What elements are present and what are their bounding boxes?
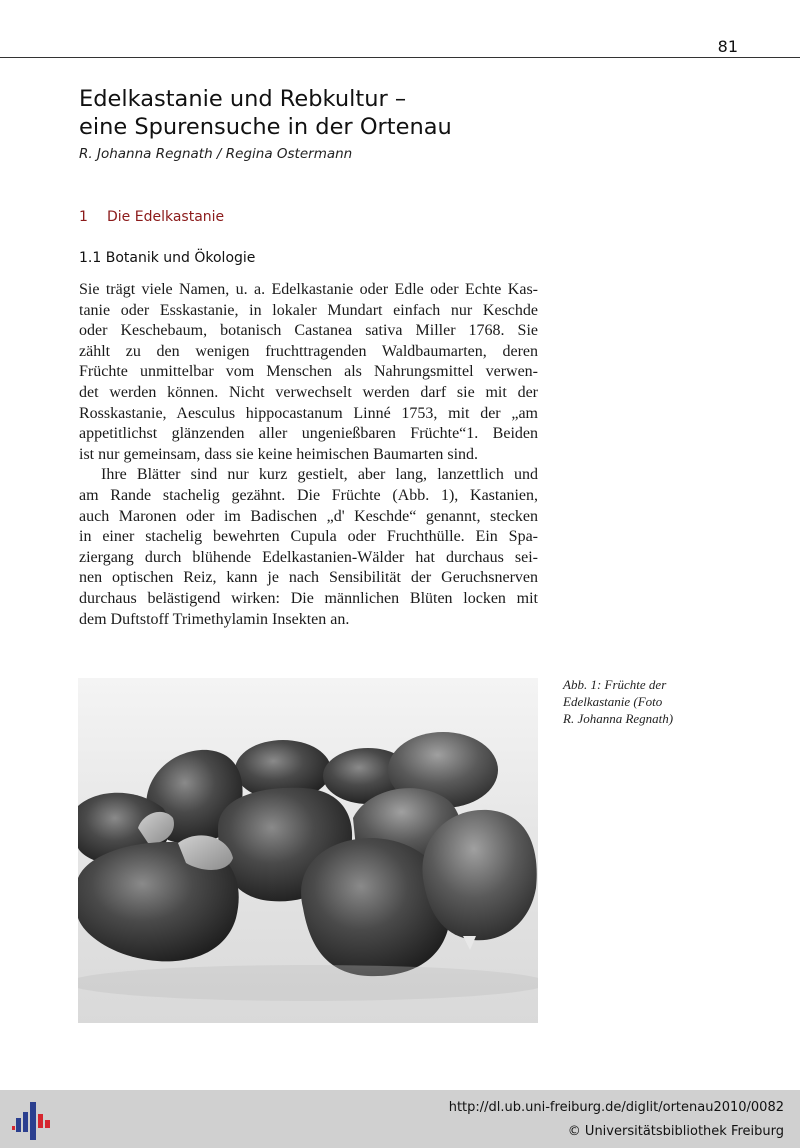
university-library-logo-icon [12, 1096, 56, 1142]
chestnut-photo [78, 678, 538, 1023]
body-line: Rosskastanie, Aesculus hippocastanum Linné 1753, mit der „am [79, 404, 538, 422]
body-line: dem Duftstoff Trimethylamin Insekten an. [79, 610, 350, 628]
caption-line-3: R. Johanna Regnath) [563, 711, 674, 726]
body-line: am Rande stachelig gezähnt. Die Früchte (Abb. 1), Kastanien, [79, 486, 538, 504]
section-heading [79, 209, 224, 225]
authors: R. Johanna Regnath / Regina Ostermann [79, 146, 353, 162]
page-title [79, 85, 639, 141]
body-line: ziergang durch blühende Edelkastanien-Wälder hat durchaus sei- [79, 548, 538, 566]
body-line: det werden können. Nicht verwechselt werden darf sie mit der [79, 383, 538, 401]
section-number: 1 [79, 209, 88, 225]
footer-url-link[interactable]: http://dl.ub.uni-freiburg.de/diglit/ortenau2010/0082 [448, 1100, 784, 1115]
subsection-heading: 1.1 Botanik und Ökologie [79, 250, 256, 266]
caption-line-2: Edelkastanie (Foto [563, 694, 663, 709]
title-line-2: eine Spurensuche in der Ortenau [79, 114, 452, 140]
body-line: Sie trägt viele Namen, u. a. Edelkastanie oder Edle oder Echte Kas- [79, 281, 538, 298]
body-line: tanie oder Esskastanie, in lokaler Mundart einfach nur Keschde [79, 301, 538, 319]
title-line-1: Edelkastanie und Rebkultur – [79, 86, 407, 112]
footer-copyright: © Universitätsbibliothek Freiburg [567, 1124, 784, 1139]
top-rule [0, 57, 800, 58]
body-text [79, 280, 538, 630]
page-number: 81 [717, 37, 738, 56]
caption-line-1: Abb. 1: Früchte der [563, 677, 667, 692]
body-line: Ihre Blätter sind nur kurz gestielt, aber lang, lanzettlich und [101, 466, 538, 484]
body-line: durchaus belästigend wirken: Die männlichen Blüten locken mit [79, 589, 538, 607]
body-line: zählt zu den wenigen fruchttragenden Waldbaumarten, deren [79, 342, 538, 360]
body-line: nen optischen Reiz, kann je nach Sensibilität der Geruchsnerven [79, 569, 538, 587]
body-line: in einer stachelig bewehrten Cupula oder Fruchthülle. Ein Spa- [79, 528, 538, 546]
footer-bar [0, 1090, 800, 1148]
body-line: auch Maronen oder im Badischen „d' Keschde“ genannt, stecken [79, 507, 538, 525]
body-line: oder Keschebaum, botanisch Castanea sativa Miller 1768. Sie [79, 322, 538, 340]
body-line: Früchte unmittelbar vom Menschen als Nahrungsmittel verwen- [79, 363, 538, 381]
body-line: appetitlichst glänzenden aller ungenießbaren Früchte“1. Beiden [79, 425, 538, 443]
section-label: Die Edelkastanie [107, 209, 225, 225]
chestnut-photo-drawing [78, 678, 538, 1023]
figure-caption [563, 676, 733, 727]
body-line: ist nur gemeinsam, dass sie keine heimischen Baumarten sind. [79, 445, 479, 463]
